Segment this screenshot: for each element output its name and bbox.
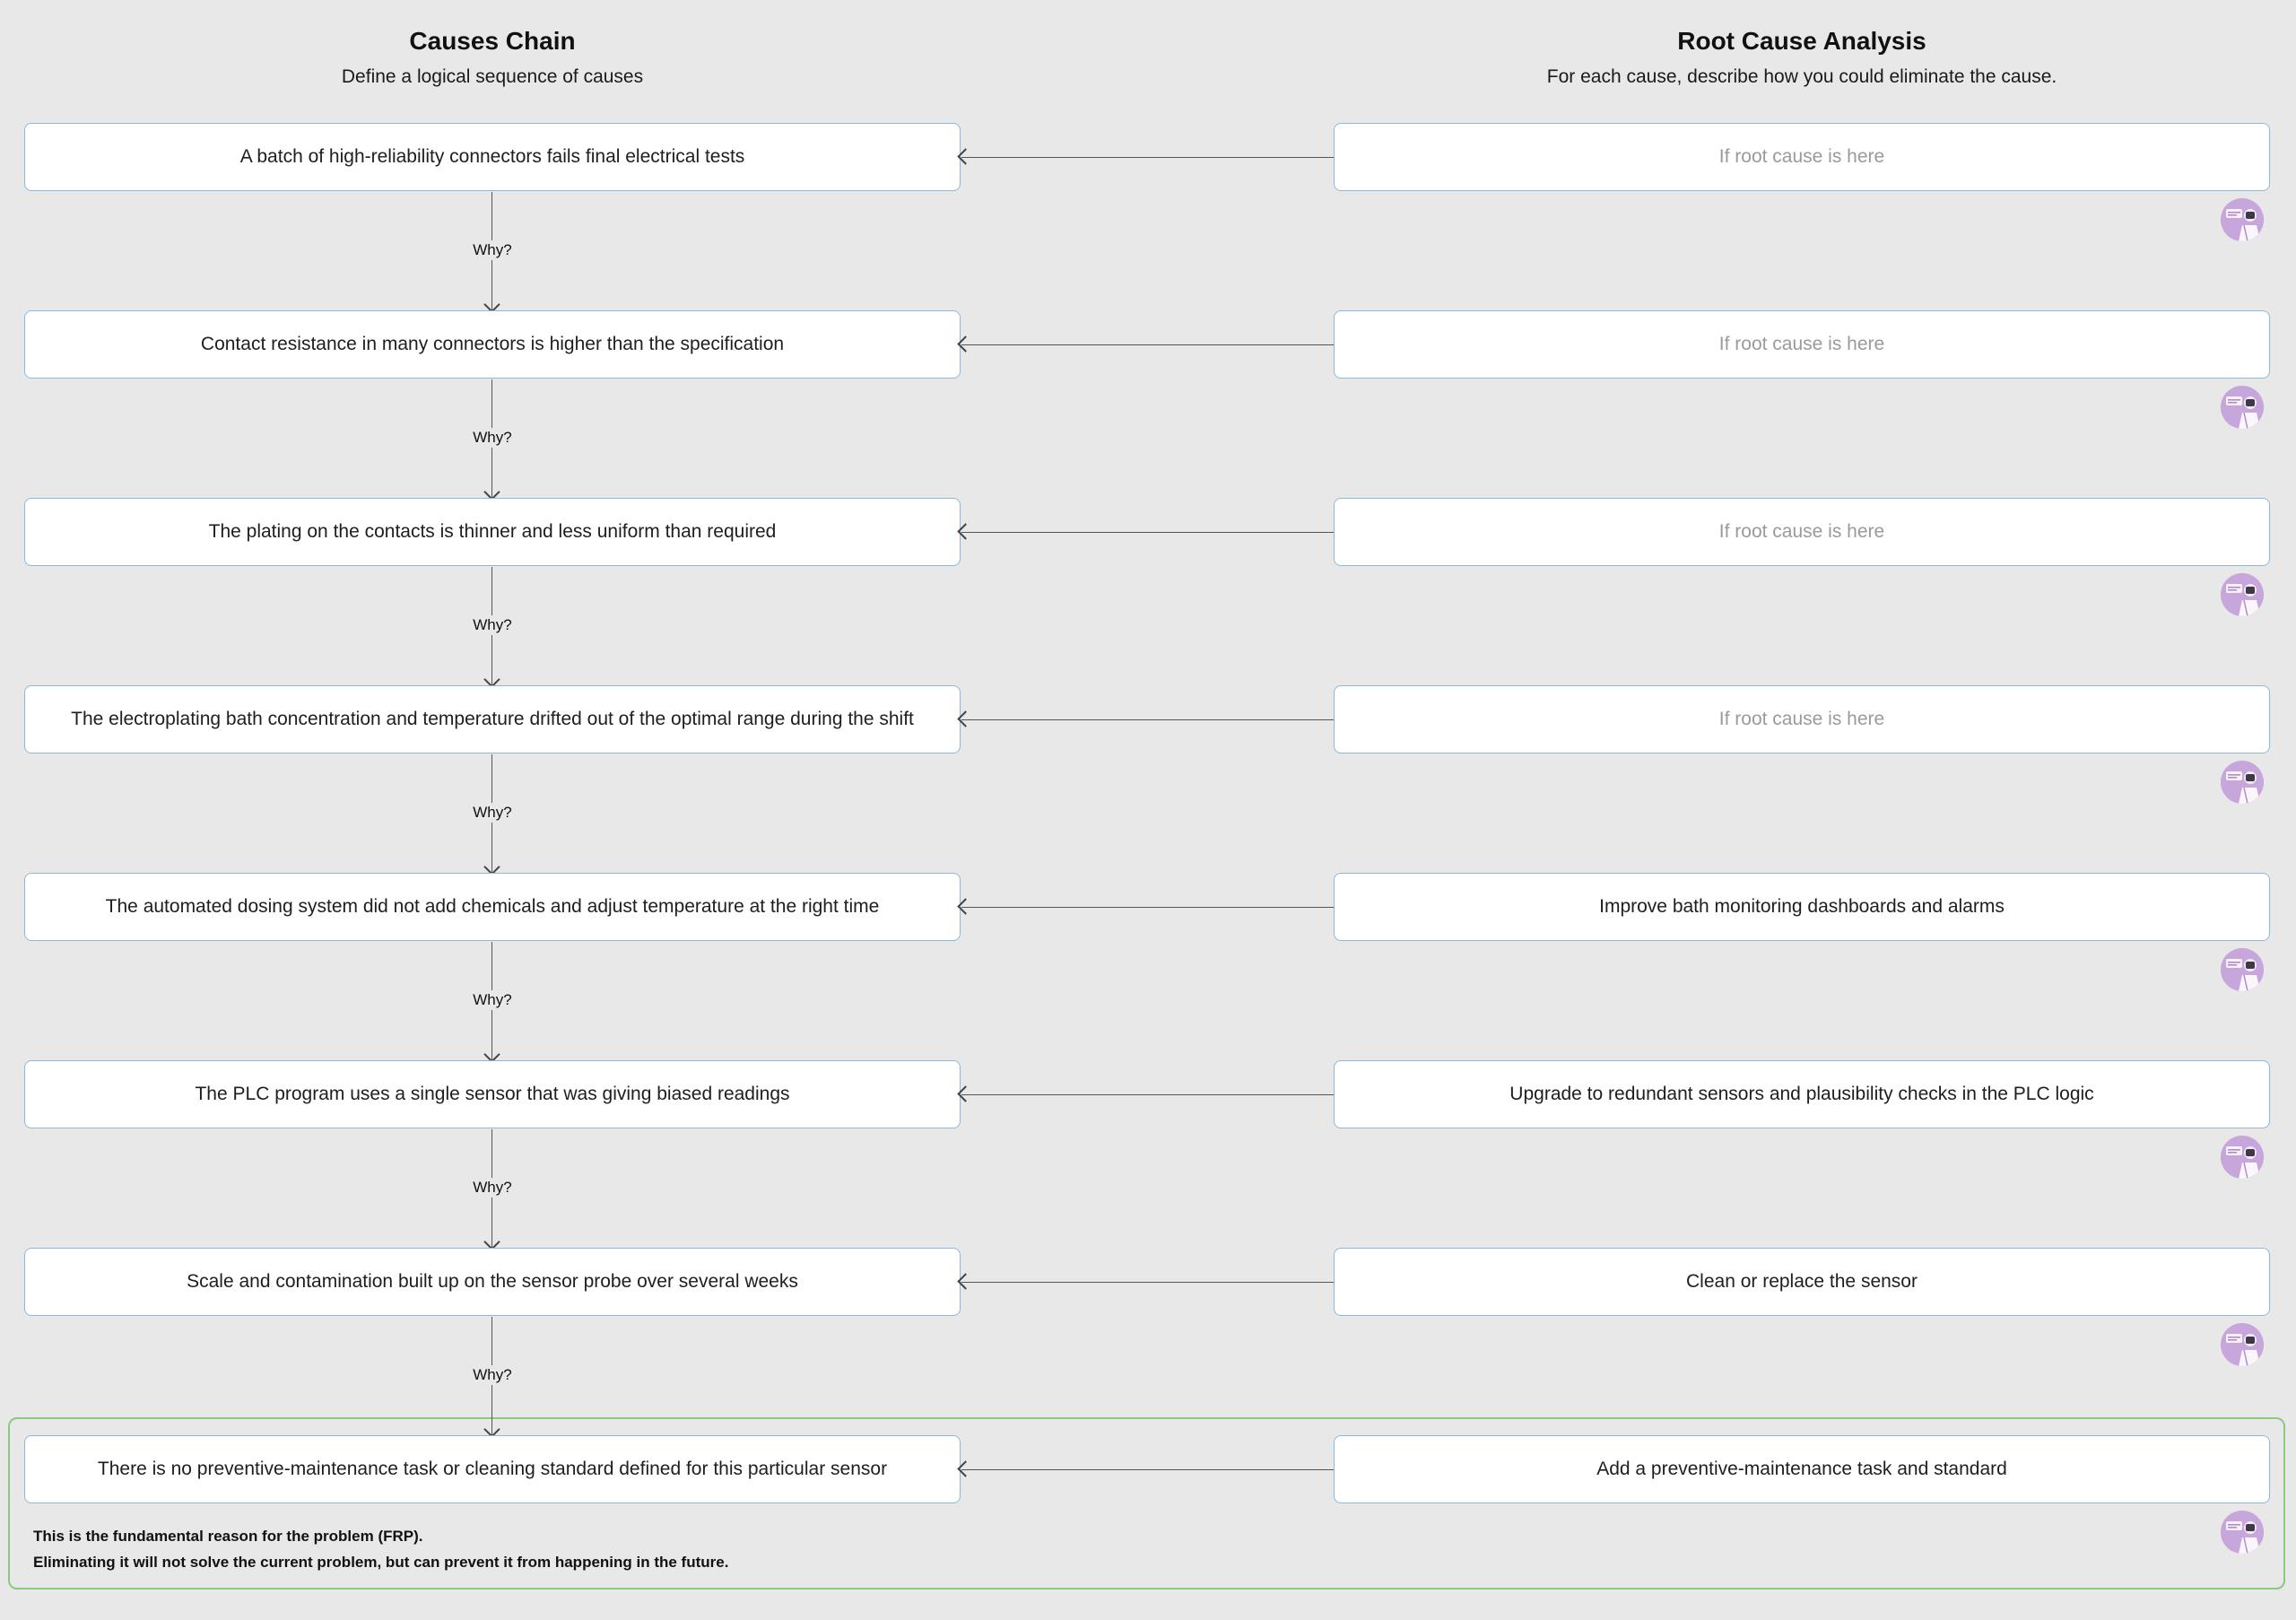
cause-box[interactable]: Scale and contamination built up on the sensor probe over several weeks [24, 1248, 961, 1316]
user-avatar-icon[interactable] [2221, 1323, 2264, 1366]
cause-box[interactable]: A batch of high-reliability connectors fails final electrical tests [24, 123, 961, 191]
why-label: Why? [466, 1365, 518, 1385]
root-cause-action-field[interactable]: If root cause is here [1334, 498, 2270, 566]
user-avatar-icon[interactable] [2221, 948, 2264, 991]
why-label: Why? [466, 1178, 518, 1198]
root-cause-action-field[interactable]: Improve bath monitoring dashboards and alarms [1334, 873, 2270, 941]
cause-box[interactable]: The automated dosing system did not add chemicals and adjust temperature at the right time [24, 873, 961, 941]
frp-note [33, 1523, 728, 1575]
connector-arrow-left [961, 1469, 1334, 1470]
connector-arrow-left [961, 532, 1334, 533]
connector-arrow-left [961, 157, 1334, 158]
why-label: Why? [466, 803, 518, 823]
why-label: Why? [466, 615, 518, 635]
connector-arrow-left [961, 344, 1334, 345]
root-cause-action-field[interactable]: Upgrade to redundant sensors and plausibility checks in the PLC logic [1334, 1060, 2270, 1128]
user-avatar-icon[interactable] [2221, 1136, 2264, 1179]
root-cause-action-field[interactable]: If root cause is here [1334, 310, 2270, 379]
cause-box[interactable]: The electroplating bath concentration and temperature drifted out of the optimal range during the shift [24, 685, 961, 753]
cause-box[interactable]: There is no preventive-maintenance task or cleaning standard defined for this particular sensor [24, 1435, 961, 1503]
frp-note-line-1: This is the fundamental reason for the problem (FRP). [33, 1528, 423, 1545]
user-avatar-icon[interactable] [2221, 198, 2264, 241]
user-avatar-icon[interactable] [2221, 573, 2264, 616]
connector-arrow-left [961, 719, 1334, 720]
user-avatar-icon[interactable] [2221, 386, 2264, 429]
causes-chain-title: Causes Chain [409, 27, 576, 55]
connector-arrow-left [961, 1094, 1334, 1095]
user-avatar-icon[interactable] [2221, 761, 2264, 804]
root-cause-action-field[interactable]: Clean or replace the sensor [1334, 1248, 2270, 1316]
root-cause-action-field[interactable]: Add a preventive-maintenance task and standard [1334, 1435, 2270, 1503]
root-cause-analysis-title: Root Cause Analysis [1677, 27, 1926, 55]
frp-note-line-2: Eliminating it will not solve the current problem, but can prevent it from happening in the future. [33, 1554, 729, 1571]
causes-chain-subtitle: Define a logical sequence of causes [341, 66, 644, 87]
cause-box[interactable]: Contact resistance in many connectors is higher than the specification [24, 310, 961, 379]
cause-box[interactable]: The plating on the contacts is thinner and less uniform than required [24, 498, 961, 566]
user-avatar-icon[interactable] [2221, 1511, 2264, 1554]
connector-arrow-left [961, 907, 1334, 908]
root-cause-action-field[interactable]: If root cause is here [1334, 123, 2270, 191]
root-cause-analysis-subtitle: For each cause, describe how you could eliminate the cause. [1546, 66, 2057, 87]
why-label: Why? [466, 990, 518, 1010]
connector-arrow-left [961, 1282, 1334, 1283]
cause-box[interactable]: The PLC program uses a single sensor that was giving biased readings [24, 1060, 961, 1128]
why-label: Why? [466, 240, 518, 260]
why-label: Why? [466, 428, 518, 448]
root-cause-action-field[interactable]: If root cause is here [1334, 685, 2270, 753]
